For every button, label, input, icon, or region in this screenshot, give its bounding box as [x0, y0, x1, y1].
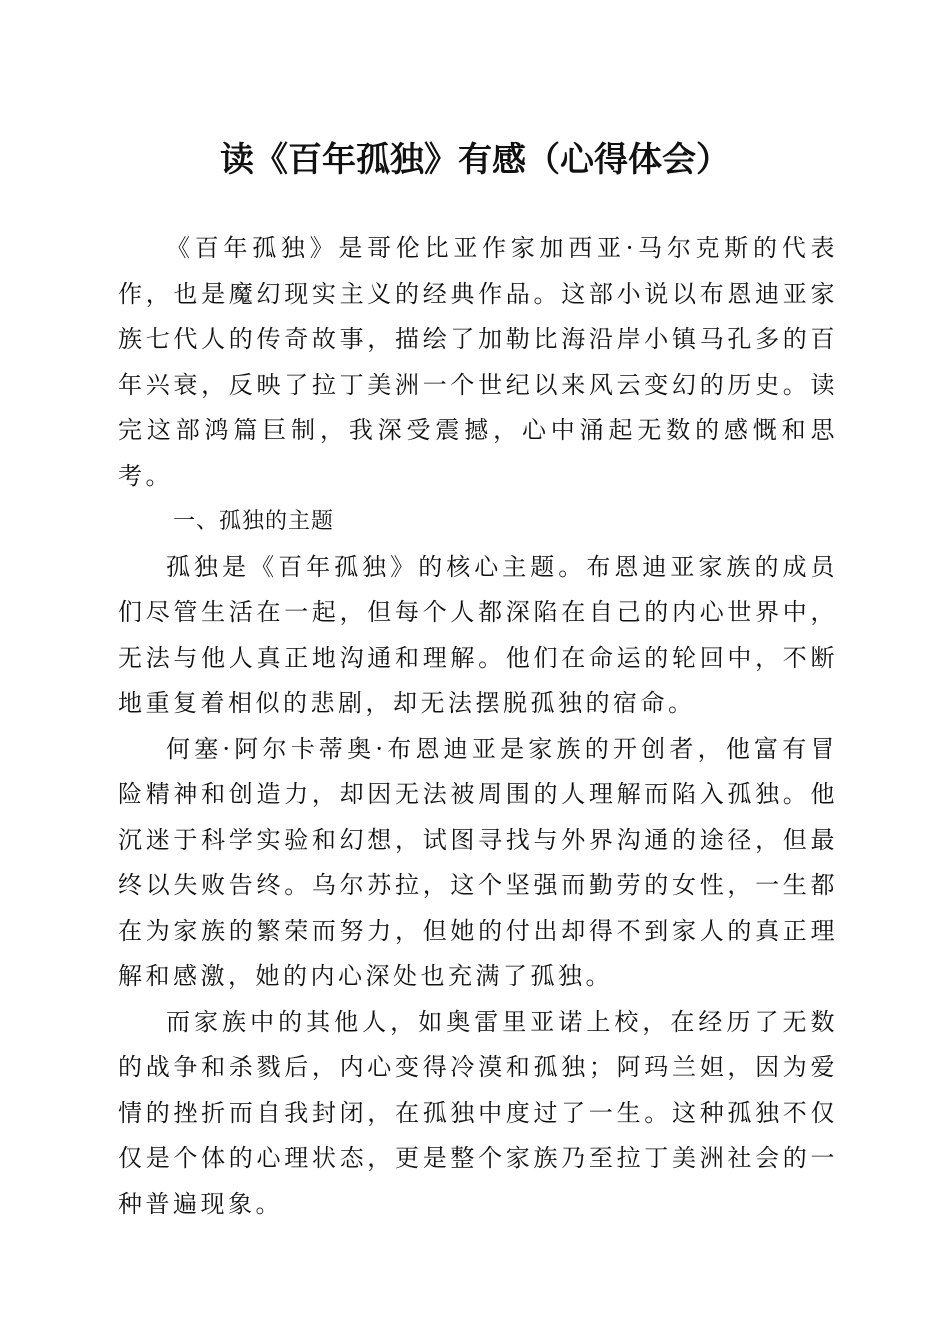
intro-paragraph: 《百年孤独》是哥伦比亚作家加西亚·马尔克斯的代表作，也是魔幻现实主义的经典作品。这部小说以布恩迪亚家族七代人的传奇故事，描绘了加勒比海沿岸小镇马孔多的百年兴衰，反映了拉丁美洲一个世纪以来风云变幻的历史。读完这部鸿篇巨制，我深受震撼，心中涌起无数的感慨和思考。	[118, 234, 838, 490]
body-paragraph: 孤独是《百年孤独》的核心主题。布恩迪亚家族的成员们尽管生活在一起，但每个人都深陷在自己的内心世界中，无法与他人真正地沟通和理解。他们在命运的轮回中，不断地重复着相似的悲剧，却无法摆脱孤独的宿命。	[118, 552, 838, 717]
document-body	[118, 226, 838, 1227]
body-paragraph: 何塞·阿尔卡蒂奥·布恩迪亚是家族的开创者，他富有冒险精神和创造力，却因无法被周围的人理解而陷入孤独。他沉迷于科学实验和幻想，试图寻找与外界沟通的途径，但最终以失败告终。乌尔苏拉，这个坚强而勤劳的女性，一生都在为家族的繁荣而努力，但她的付出却得不到家人的真正理解和感激，她的内心深处也充满了孤独。	[118, 734, 838, 990]
body-paragraph: 而家族中的其他人，如奥雷里亚诺上校，在经历了无数的战争和杀戮后，内心变得冷漠和孤独；阿玛兰妲，因为爱情的挫折而自我封闭，在孤独中度过了一生。这种孤独不仅仅是个体的心理状态，更是整个家族乃至拉丁美洲社会的一种普遍现象。	[118, 1007, 838, 1218]
document-title: 读《百年孤独》有感（心得体会）	[220, 140, 730, 180]
section-heading: 一、孤独的主题	[173, 509, 335, 534]
